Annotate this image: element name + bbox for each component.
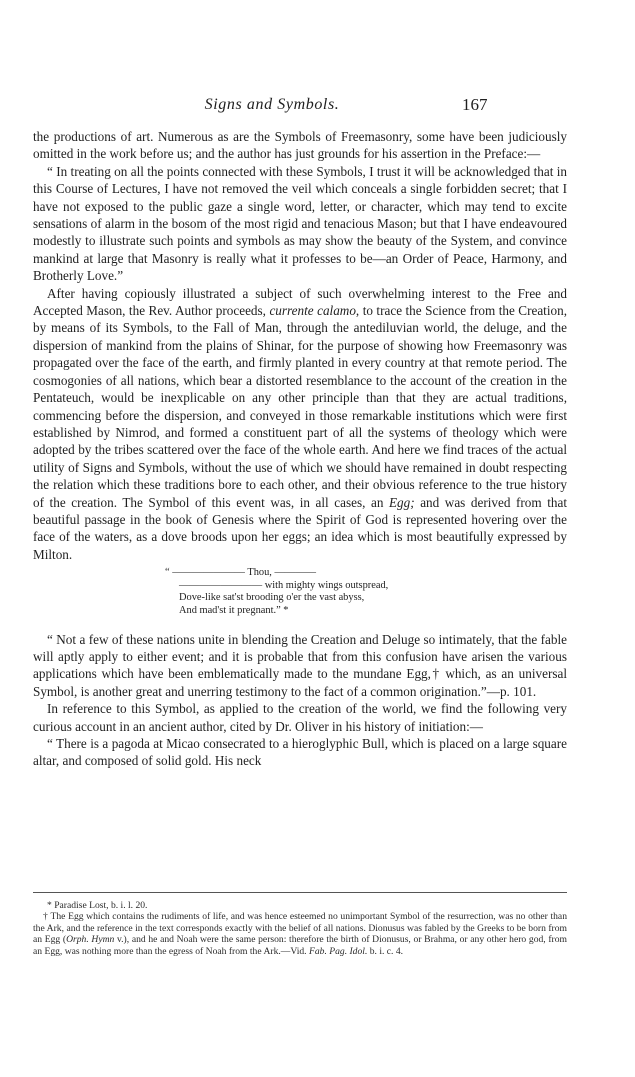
paragraph-3-part-b: , to trace the Science from the Creation, by means of its Symbols, to the Fall of Man, through the antediluvian world, the deluge, and the dispersion of mankind from the plains of Shinar, for the purpose of showing how Freemasonry was propagated over the face of the earth, and firmly planted in every country at that remote period. The cosmogonies of all nations, which bear a distorted resemblance to the account of the creation in the Pentateuch, would be inexplicable on any other principle than that they are actual traditions, commencing before the dispersion, and conveyed in those remarkable institutions which were first established by Nimrod, and formed a constituent part of all the systems of theology which were adopted by the tribes scattered over the face of the whole earth. And here we find traces of the actual utility of Signs and Symbols, without the use of which we should have remained in doubt respecting the relation which these traditions bore to each other, and their obvious reference to the true history of the creation. The Symbol of this event was, in all cases, an [33, 303, 567, 510]
paragraph-1: the productions of art. Numerous as are the Symbols of Freemasonry, some have been judiciously omitted in the work before us; and the author has just grounds for his assertion in the Preface:— [33, 129, 567, 162]
paragraph-5: In reference to this Symbol, as applied to the creation of the world, we find the following very curious account in an ancient author, cited by Dr. Oliver in his history of initiation:— [33, 701, 567, 734]
page-number: 167 [462, 95, 488, 114]
egg-italic: Egg; [388, 494, 415, 510]
running-head [0, 94, 635, 118]
paragraph-3 [33, 285, 567, 564]
footnote-2-part-a: † The Egg which contains the rudiments of life, and was hence esteemed no unimportant Symbol of the resurrection, was no other than the Ark, and the reference in the text corresponds exactly with the belief of all nations. Dionusus was fabled by the Greeks to be born from an Egg ( [33, 911, 567, 946]
preface-quote: “ In treating on all the points connected with these Symbols, I trust it will be acknowledged that in this Course of Lectures, I have not removed the veil which conceals a single forbidden secret; that I have not exposed to the public gaze a single word, letter, or character, which may tend to excite sensations of alarm in the bosom of the most rigid and tenacious Mason; but that I have endeavoured modestly to illustrate such points and symbols as may show the beauty of the System, and convince mankind at large that Masonry is really what it professes to be—an Order of Peace, Harmony, and Brotherly Love.” [33, 163, 567, 284]
footnotes [33, 900, 567, 957]
fab-pag-idol-italic: Fab. Pag. Idol. [308, 945, 368, 957]
poem-line-3: Dove-like sat'st brooding o'er the vast abyss, [179, 592, 365, 604]
milton-quote [165, 567, 567, 617]
running-title: Signs and Symbols. [204, 96, 340, 113]
paragraph-6: “ There is a pagoda at Micao consecrated to a hieroglyphic Bull, which is placed on a large square altar, and composed of solid gold. His neck [33, 735, 567, 769]
orph-hymn-italic: Orph. Hymn [66, 934, 115, 946]
footnote-rule [33, 892, 567, 893]
footnote-1: * Paradise Lost, b. i. l. 20. [47, 900, 148, 911]
footnote-2-part-b: v.), and he and Noah were the same person: therefore the birth of Dionusus, or Brahma, or any other hero god, from an Egg, was nothing more than the egress of Noah from the Ark.—Vid. [33, 934, 568, 957]
poem-line-4: And mad'st it pregnant.” * [179, 604, 289, 616]
poem-line-1: “ ——————— Thou, ———— [165, 567, 317, 579]
poem-line-2: ———————— with mighty wings outspread, [179, 579, 389, 591]
currente-calamo-italic: currente calamo [269, 303, 356, 319]
footnote-2-part-c: b. i. c. 4. [367, 945, 404, 957]
body-text [33, 128, 567, 770]
paragraph-3-part-a: After having copiously illustrated a subject of such overwhelming interest to the Free and Accepted Mason, the Rev. Author proceeds, [33, 285, 567, 319]
footnote-2 [33, 911, 567, 957]
paragraph-3-part-c: and was derived from that beautiful passage in the book of Genesis where the Spirit of God is represented hovering over the face of the waters, as a dove broods upon her eggs; an idea which is most beautifully expressed by Milton. [33, 494, 567, 562]
paragraph-4: “ Not a few of these nations unite in blending the Creation and Deluge so intimately, that the fable will aptly apply to either event; and it is probable that from this confusion have arisen the various applications which have been emblematically made to the mundane Egg,† which, as an universal Symbol, is another great and unerring testimony to the fact of a common origination.”—p. 101. [33, 631, 567, 699]
